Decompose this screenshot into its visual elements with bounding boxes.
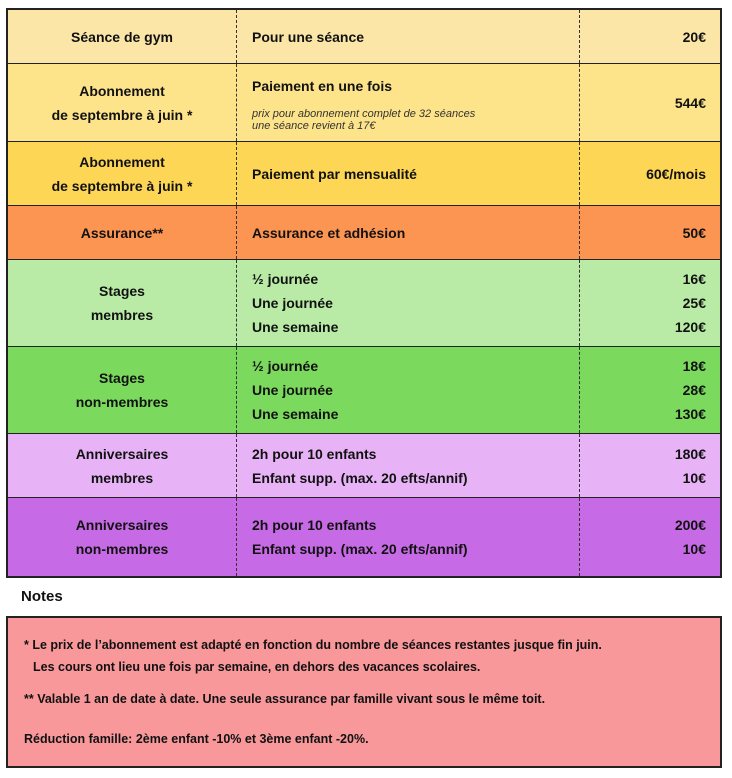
row-details [237,64,580,141]
category-label: de septembre à juin * [51,177,193,194]
note-line: Réduction famille: 2ème enfant -10% et 3ème enfant -20%. [24,732,369,746]
price-value: 130€ [674,406,706,422]
category-label: non-membres [75,394,169,410]
table-row [8,10,720,64]
table-row [8,64,720,142]
category-label: Séance de gym [71,28,173,45]
row-price [580,498,720,576]
row-price [580,434,720,497]
table-row [8,260,720,347]
price-value: 200€ [674,517,706,533]
category-label: Abonnement [79,153,165,170]
row-category [8,142,237,205]
table-row [8,434,720,498]
category-label: membres [90,469,154,486]
row-price [580,260,720,346]
table-row [8,206,720,260]
category-label: Assurance** [80,224,164,241]
category-label: Abonnement [79,82,165,99]
row-details [237,347,580,433]
notes-box [6,616,722,768]
detail-label: Pour une séance [252,28,365,45]
price-value: 180€ [674,445,706,462]
row-category [8,206,237,259]
note-line: * Le prix de l’abonnement est adapté en fonction du nombre de séances restantes jusque fin juin. [24,638,602,652]
detail-label: Enfant supp. (max. 20 efts/annif) [252,541,468,557]
price-value: 50€ [682,224,706,241]
row-category [8,260,237,346]
row-category [8,64,237,141]
pricing-table [6,8,722,578]
price-value: 18€ [682,358,706,374]
category-label: Anniversaires [75,517,169,533]
price-value: 120€ [674,319,706,335]
category-label: Anniversaires [75,445,169,462]
price-value: 16€ [682,271,706,287]
category-label: Stages [99,283,145,299]
detail-note: une séance revient à 17€ [252,119,376,132]
row-details [237,142,580,205]
price-value: 25€ [682,295,706,311]
notes-title: Notes [21,588,63,605]
category-label: Stages [99,370,145,386]
row-category [8,10,237,63]
price-value: 10€ [682,541,706,557]
row-price [580,206,720,259]
category-label: non-membres [75,541,169,557]
row-price [580,142,720,205]
row-price [580,10,720,63]
detail-label: 2h pour 10 enfants [252,445,377,462]
row-price [580,64,720,141]
detail-label: Enfant supp. (max. 20 efts/annif) [252,469,468,486]
row-details [237,206,580,259]
note-line: Les cours ont lieu une fois par semaine, en dehors des vacances scolaires. [33,660,481,674]
detail-label: Paiement par mensualité [252,165,417,182]
table-row [8,347,720,434]
price-value: 28€ [682,382,706,398]
row-details [237,260,580,346]
price-value: 60€/mois [646,165,706,182]
category-label: de septembre à juin * [51,106,193,123]
detail-note: prix pour abonnement complet de 32 séances [252,107,476,120]
row-details [237,434,580,497]
row-category [8,498,237,576]
table-row [8,498,720,576]
note-line: ** Valable 1 an de date à date. Une seule assurance par famille vivant sous le même toit. [24,692,546,706]
detail-label: 2h pour 10 enfants [252,517,377,533]
detail-label: Une journée [252,382,333,398]
row-category [8,347,237,433]
price-value: 544€ [674,94,706,111]
detail-label: ½ journée [252,358,319,374]
row-details [237,10,580,63]
table-row [8,142,720,206]
row-price [580,347,720,433]
detail-label: Une semaine [252,319,339,335]
price-value: 10€ [682,469,706,486]
price-value: 20€ [682,28,706,45]
detail-label: Une journée [252,295,333,311]
row-details [237,498,580,576]
detail-label: ½ journée [252,271,319,287]
row-category [8,434,237,497]
category-label: membres [90,307,154,323]
detail-label: Une semaine [252,406,339,422]
detail-label: Paiement en une fois [252,77,393,94]
detail-label: Assurance et adhésion [252,224,406,241]
